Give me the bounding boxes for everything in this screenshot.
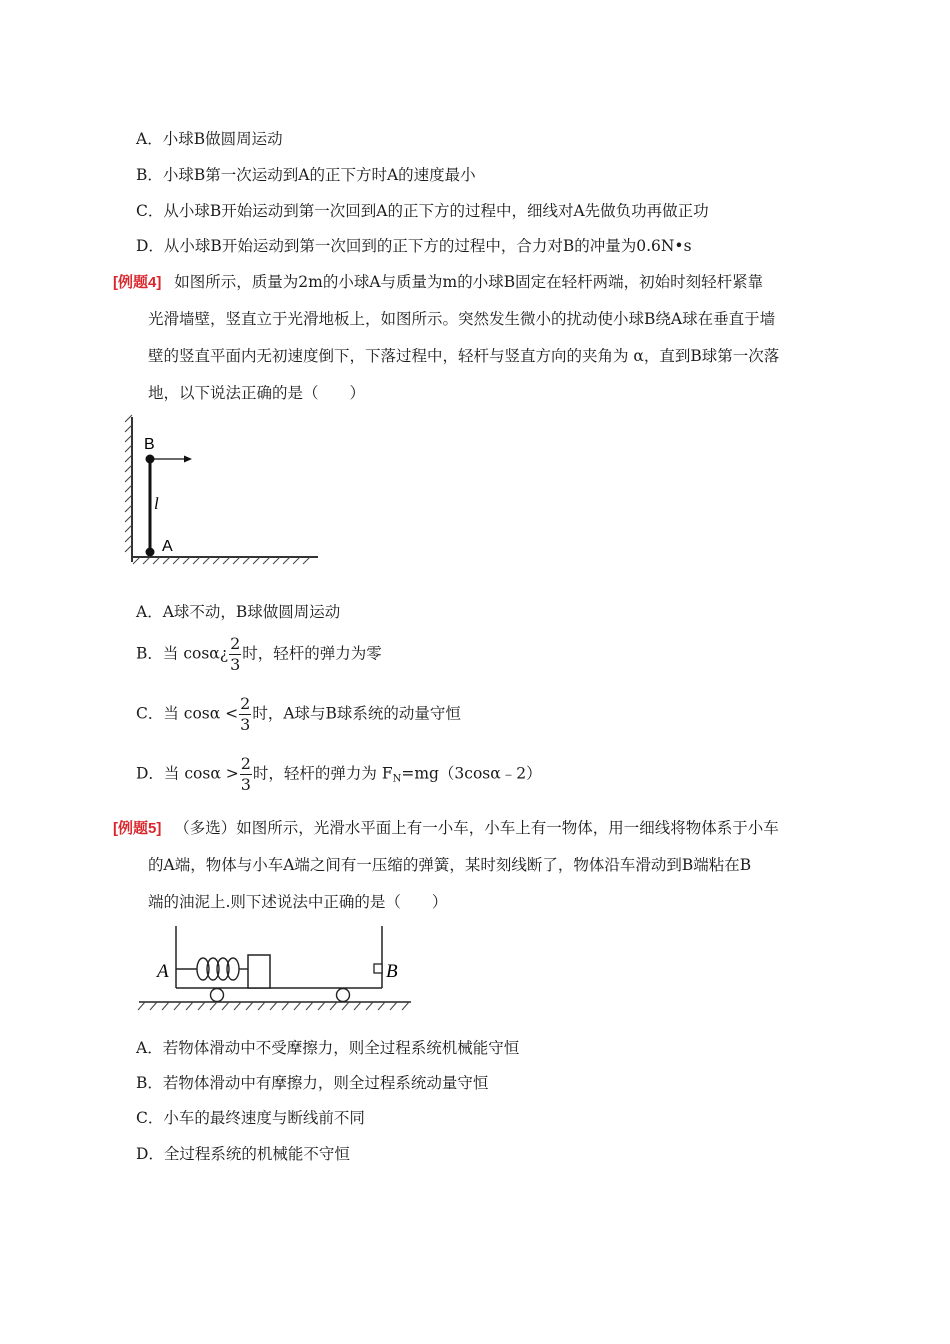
q4-option-b <box>136 634 382 675</box>
q5-option-a: A．若物体滑动中不受摩擦力，则全过程系统机械能守恒 <box>136 1039 520 1057</box>
q4-label-l: l <box>154 494 159 513</box>
q4-option-c-prefix: C．当 cosα < <box>136 704 239 723</box>
q4-label-b: B <box>144 436 155 453</box>
q4-wall <box>125 415 132 562</box>
q5-stem-line-3: 端的油泥上.则下述说法中正确的是（ ） <box>148 893 448 911</box>
q5-stem-text-1: （多选）如图所示，光滑水平面上有一小车，小车上有一物体，用一细线将物体系于小车 <box>174 819 779 837</box>
q4-stem-text-1: 如图所示，质量为2m的小球A与质量为m的小球B固定在轻杆两端，初始时刻轻杆紧靠 <box>174 273 764 291</box>
q4-option-c <box>136 694 461 735</box>
q5-stem-line-2: 的A端，物体与小车A端之间有一压缩的弹簧，某时刻线断了，物体沿车滑动到B端粘在B <box>148 856 752 874</box>
q5-spring <box>176 958 248 980</box>
q5-stem-line-1 <box>113 816 779 838</box>
q4-option-d-prefix: D．当 cosα > <box>136 764 239 783</box>
q5-label-b: B <box>386 961 398 982</box>
q5-ground <box>138 1002 411 1010</box>
q4-stem-line-4: 地，以下说法正确的是（ ） <box>148 384 366 402</box>
q3-option-b: B．小球B第一次运动到A的正下方时A的速度最小 <box>136 166 476 184</box>
q3-option-d: D．从小球B开始运动到第一次回到的正下方的过程中，合力对B的冲量为0.6N•s <box>136 237 692 255</box>
q4-arrow-head <box>184 456 192 463</box>
q5-option-c: C．小车的最终速度与断线前不同 <box>136 1109 365 1127</box>
q5-wheel-right <box>337 989 350 1002</box>
q4-stem-line-2: 光滑墙壁，竖直立于光滑地板上，如图所示。突然发生微小的扰动使小球B绕A球在垂直于墙 <box>148 310 776 328</box>
q3-option-a: A．小球B做圆周运动 <box>136 130 283 148</box>
q5-option-d: D．全过程系统的机械能不守恒 <box>136 1145 350 1163</box>
q5-label-a: A <box>157 961 169 982</box>
q5-option-b: B．若物体滑动中有摩擦力，则全过程系统动量守恒 <box>136 1074 489 1092</box>
q4-option-d-suffix-2: =mg（3cosα﹣2） <box>401 764 542 783</box>
q4-option-a: A．A球不动，B球做圆周运动 <box>136 603 341 621</box>
q4-ball-a <box>146 548 155 557</box>
q5-tag: [例题5] <box>113 820 162 837</box>
q4-option-b-suffix: 时，轻杆的弹力为零 <box>242 644 382 663</box>
q3-option-c: C．从小球B开始运动到第一次回到A的正下方的过程中，细线对A先做负功再做正功 <box>136 202 709 220</box>
q4-option-d-fraction: $\frac{2}{3}$ <box>240 754 251 794</box>
q4-option-d-suffix-1: 时，轻杆的弹力为 F <box>252 764 393 783</box>
q4-floor <box>132 557 318 564</box>
q4-option-d-subscript: N <box>392 773 402 785</box>
q4-option-c-fraction: $\frac{2}{3}$ <box>240 694 251 734</box>
q4-stem-line-3: 壁的竖直平面内无初速度倒下，下落过程中，轻杆与竖直方向的夹角为 α，直到B球第一次落 <box>148 347 780 365</box>
q5-wheel-left <box>211 989 224 1002</box>
q4-label-a: A <box>162 538 173 555</box>
q4-option-d <box>136 754 542 795</box>
q5-figure <box>135 922 415 1012</box>
q4-figure <box>120 412 320 577</box>
q5-block <box>248 955 270 988</box>
q4-option-b-fraction: $\frac{2}{3}$ <box>230 634 241 674</box>
q5-cart <box>176 926 382 988</box>
q5-putty <box>374 964 382 973</box>
q4-stem-line-1 <box>113 270 763 292</box>
q4-option-c-suffix: 时，A球与B球系统的动量守恒 <box>252 704 461 723</box>
q4-tag: [例题4] <box>113 274 162 291</box>
q4-option-b-prefix: B．当 cosα¿ <box>136 644 229 663</box>
